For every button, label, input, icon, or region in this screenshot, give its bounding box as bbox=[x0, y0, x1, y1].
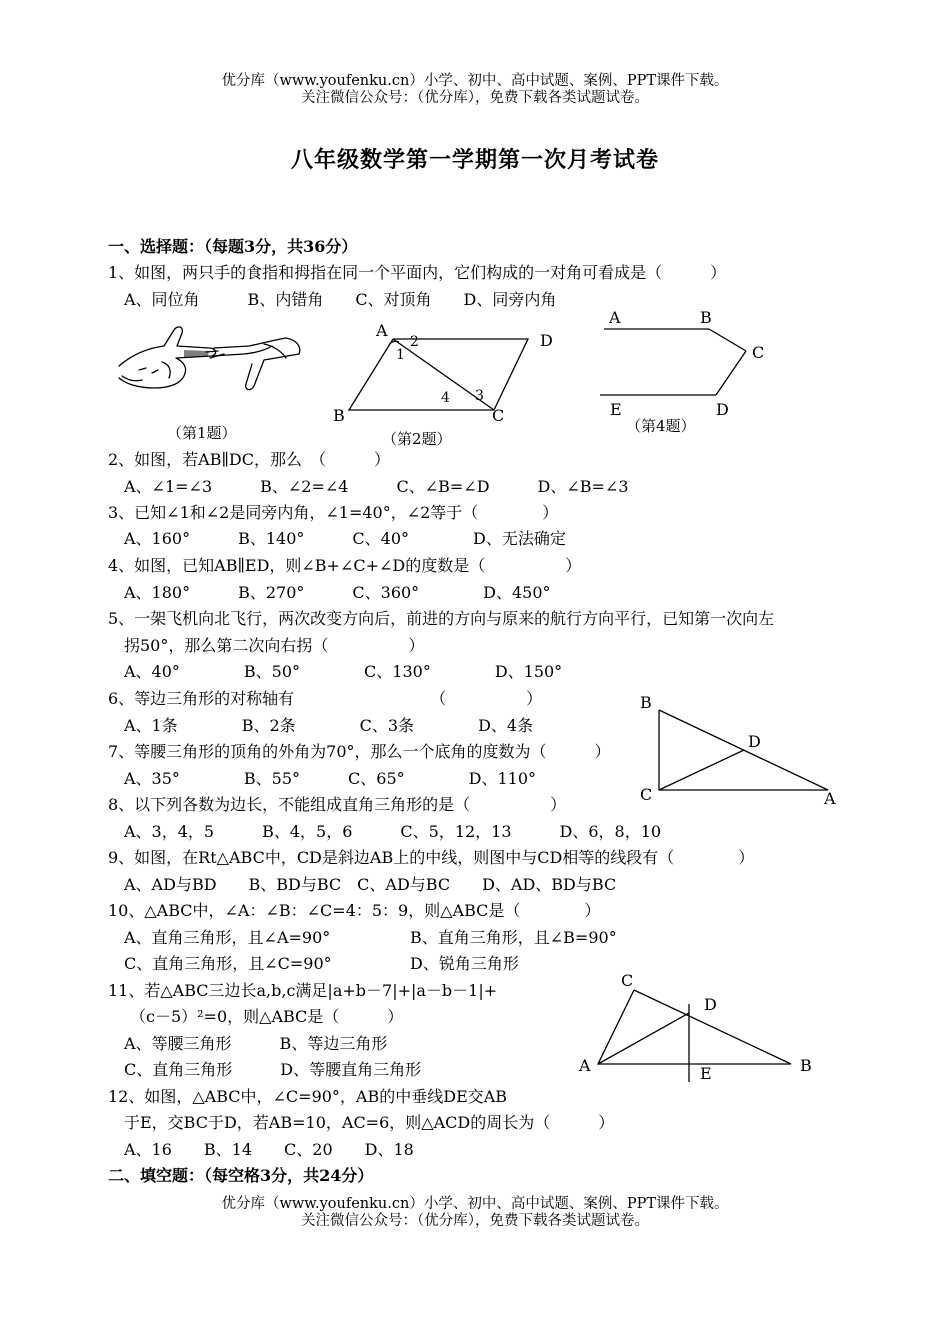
fig2-angle-2: 2 bbox=[410, 334, 419, 350]
section-2-heading: 二、填空题：（每空格3分，共24分） bbox=[108, 1166, 374, 1185]
q2-stem: 2、如图，若AB∥DC，那么 （ ） bbox=[108, 450, 390, 469]
q10-option-b: B、直角三角形，且∠B=90° bbox=[410, 928, 617, 947]
parallel-lines-figure bbox=[596, 306, 776, 421]
q5-options: A、40° B、50° C、130° D、150° bbox=[124, 662, 563, 681]
fig4-label-c: C bbox=[752, 343, 765, 362]
fig12-label-d: D bbox=[704, 995, 717, 1014]
q11-stem-1: 11、若△ABC三边长a,b,c满足|a+b－7|+|a－b－1|+ bbox=[108, 981, 498, 1000]
fig12-label-c: C bbox=[621, 971, 634, 990]
q11-options-1: A、等腰三角形 B、等边三角形 bbox=[124, 1034, 388, 1053]
fig9-label-c: C bbox=[640, 785, 653, 804]
q5-stem-1: 5、一架飞机向北飞行，两次改变方向后，前进的方向与原来的航行方向平行，已知第一次向左 bbox=[108, 609, 775, 628]
q4-stem: 4、如图，已知AB∥ED，则∠B+∠C+∠D的度数是（ ） bbox=[108, 556, 582, 575]
fig4-label-b: B bbox=[700, 308, 712, 327]
fig2-label-b: B bbox=[333, 406, 345, 425]
q7-stem: 7、等腰三角形的顶角的外角为70°，那么一个底角的度数为（ ） bbox=[108, 742, 611, 761]
q1-options: A、同位角 B、内错角 C、对顶角 D、同旁内角 bbox=[124, 290, 557, 309]
q10-option-c: C、直角三角形，且∠C=90° bbox=[124, 954, 332, 973]
section-1-heading: 一、选择题：（每题3分，共36分） bbox=[108, 237, 358, 256]
q10-stem: 10、△ABC中，∠A：∠B：∠C=4：5：9，则△ABC是（ ） bbox=[108, 901, 601, 920]
fig4-label-d: D bbox=[716, 400, 729, 419]
fig2-angle-3: 3 bbox=[475, 388, 484, 404]
fig2-angle-1: 1 bbox=[396, 347, 405, 363]
q3-options: A、160° B、140° C、40° D、无法确定 bbox=[124, 529, 566, 548]
q10-option-d: D、锐角三角形 bbox=[410, 954, 519, 973]
right-triangle-figure bbox=[632, 688, 847, 810]
q2-options: A、∠1=∠3 B、∠2=∠4 C、∠B=∠D D、∠B=∠3 bbox=[124, 477, 629, 496]
fig12-label-a: A bbox=[579, 1056, 591, 1075]
q8-options: A、3，4，5 B、4，5，6 C、5，12，13 D、6，8，10 bbox=[124, 822, 662, 841]
q12-stem-2: 于E，交BC于D，若AB=10，AC=6，则△ACD的周长为（ ） bbox=[124, 1113, 615, 1132]
q3-stem: 3、已知∠1和∠2是同旁内角，∠1=40°，∠2等于（ ） bbox=[108, 503, 559, 522]
q7-options: A、35° B、55° C、65° D、110° bbox=[124, 769, 537, 788]
fig4-label-a: A bbox=[609, 308, 621, 327]
q9-stem: 9、如图，在Rt△ABC中，CD是斜边AB上的中线，则图中与CD相等的线段有（ ） bbox=[108, 848, 755, 867]
header-line-2: 关注微信公众号：（优分库），免费下载各类试题试卷。 bbox=[301, 90, 649, 106]
footer-line-2: 关注微信公众号：（优分库），免费下载各类试题试卷。 bbox=[301, 1213, 649, 1229]
page-title: 八年级数学第一学期第一次月考试卷 bbox=[290, 147, 659, 173]
q5-stem-2: 拐50°，那么第二次向右拐（ ） bbox=[124, 636, 425, 655]
header-line-1: 优分库（www.youfenku.cn）小学、初中、高中试题、案例、PPT课件下载。 bbox=[221, 73, 729, 89]
q8-stem: 8、以下列各数为边长，不能组成直角三角形的是（ ） bbox=[108, 795, 567, 814]
fig12-label-e: E bbox=[700, 1064, 712, 1083]
q6-options: A、1条 B、2条 C、3条 D、4条 bbox=[124, 716, 534, 735]
fig4-label-e: E bbox=[610, 400, 622, 419]
q12-stem-1: 12、如图，△ABC中，∠C=90°，AB的中垂线DE交AB bbox=[108, 1087, 508, 1106]
fig2-label-d: D bbox=[540, 331, 553, 350]
fig4-caption: （第4题） bbox=[626, 417, 696, 435]
fig2-label-a: A bbox=[376, 321, 388, 340]
fig9-label-a: A bbox=[824, 789, 836, 808]
q4-options: A、180° B、270° C、360° D、450° bbox=[124, 583, 551, 602]
fig9-label-b: B bbox=[640, 693, 652, 712]
q12-options: A、16 B、14 C、20 D、18 bbox=[124, 1140, 414, 1159]
fig9-label-d: D bbox=[748, 732, 761, 751]
q11-stem-2: （c－5）²=0，则△ABC是（ ） bbox=[130, 1007, 404, 1026]
fig2-caption: （第2题） bbox=[382, 430, 452, 448]
q10-option-a: A、直角三角形，且∠A=90° bbox=[124, 928, 331, 947]
fig2-label-c: C bbox=[492, 406, 505, 425]
fig12-label-b: B bbox=[800, 1056, 812, 1075]
perpendicular-bisector-figure bbox=[576, 968, 821, 1086]
footer-line-1: 优分库（www.youfenku.cn）小学、初中、高中试题、案例、PPT课件下载。 bbox=[221, 1196, 729, 1212]
hands-figure bbox=[114, 318, 309, 398]
q9-options: A、AD与BD B、BD与BC C、AD与BC D、AD、BD与BC bbox=[124, 875, 617, 894]
q1-stem: 1、如图，两只手的食指和拇指在同一个平面内，它们构成的一对角可看成是（ ） bbox=[108, 263, 727, 282]
q6-stem: 6、等边三角形的对称轴有 （ ） bbox=[108, 689, 543, 708]
fig2-angle-4: 4 bbox=[441, 390, 450, 406]
q11-options-2: C、直角三角形 D、等腰直角三角形 bbox=[124, 1060, 422, 1079]
parallelogram-figure bbox=[328, 318, 558, 430]
fig1-caption: （第1题） bbox=[167, 424, 237, 442]
